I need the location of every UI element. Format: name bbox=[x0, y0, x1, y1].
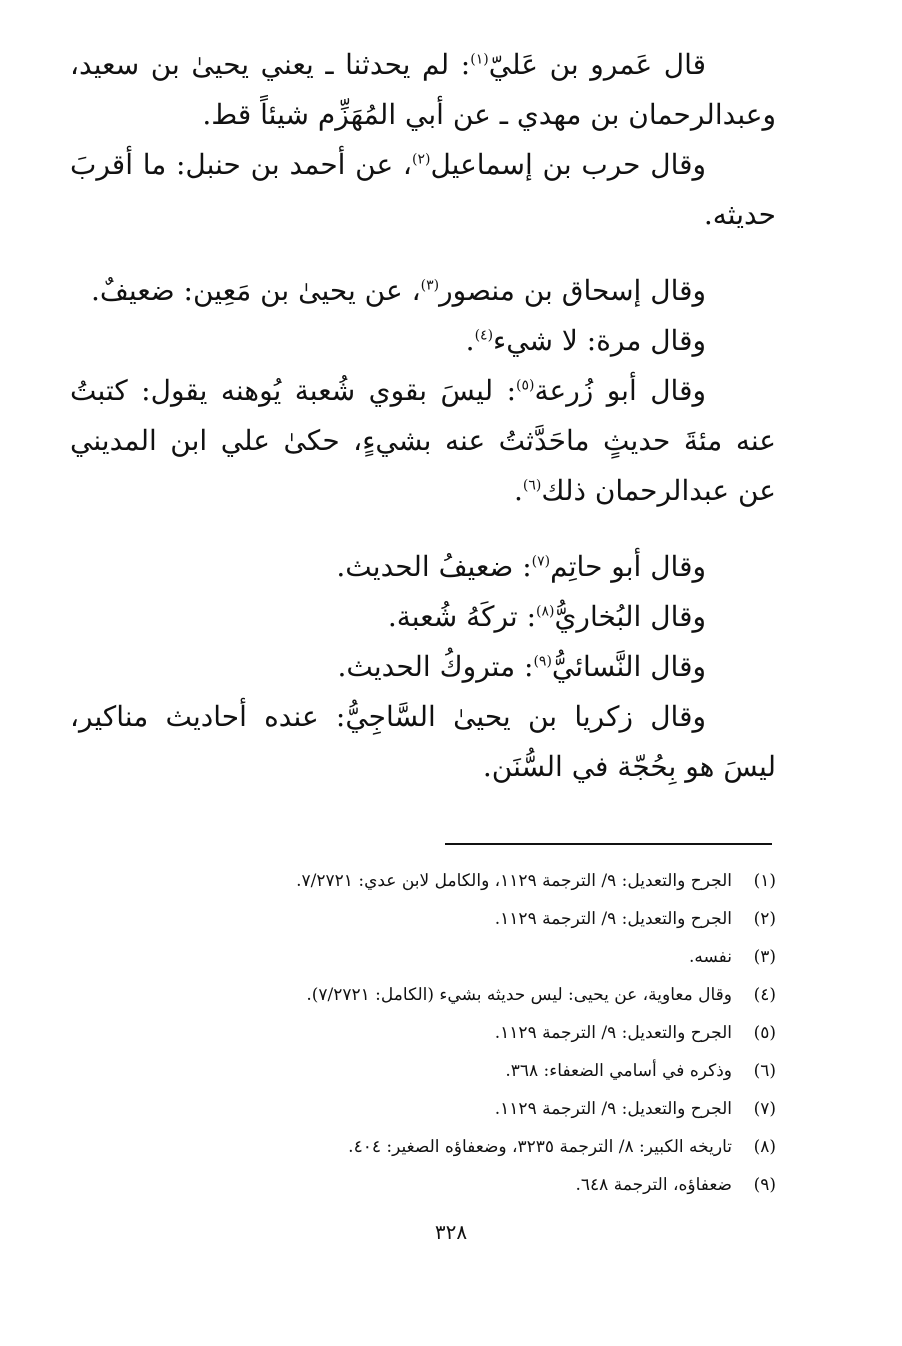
paragraph-saji bbox=[70, 692, 776, 792]
footnote-ref-3[interactable]: (٣) bbox=[420, 277, 440, 294]
paragraph-abu-hatim bbox=[70, 542, 776, 592]
paragraph-text: : ليسَ بقوي شُعبة يُوهنه يقول: كتبتُ عنه مئةَ حديثٍ ماحَدَّثتُ عنه بشيءٍ، حكىٰ علي ابن المديني عن عبدالرحمان ذلك bbox=[70, 374, 776, 507]
footnote-ref-6[interactable]: (٦) bbox=[522, 477, 542, 494]
main-text bbox=[70, 40, 776, 792]
footnote-text: الجرح والتعديل: ٩/ الترجمة ١١٢٩، والكامل لابن عدي: ٧/٢٧٢١. bbox=[296, 871, 732, 891]
paragraph-text: . bbox=[465, 324, 475, 357]
paragraph-text: . bbox=[514, 474, 523, 507]
footnote-text: وقال معاوية، عن يحيى: ليس حديثه بشيء (الكامل: ٧/٢٧٢١). bbox=[306, 985, 732, 1005]
footnote-text: الجرح والتعديل: ٩/ الترجمة ١١٢٩. bbox=[494, 1023, 732, 1043]
footnote-item bbox=[70, 938, 776, 976]
footnote-number: (١) bbox=[753, 871, 776, 891]
footnote-ref-2[interactable]: (٢) bbox=[411, 151, 431, 168]
paragraph-text: وقال حرب بن إسماعيل bbox=[430, 148, 707, 181]
paragraph-text: وقال أبو زُرعة bbox=[534, 374, 706, 407]
paragraph-text: وقال إسحاق بن منصور bbox=[439, 274, 706, 307]
paragraph-text: : لم يحدثنا ـ يعني يحيىٰ بن سعيد، وعبدالرحمان بن مهدي ـ عن أبي المُهَزِّم شيئاً قط. bbox=[70, 48, 776, 131]
footnote-text: وذكره في أسامي الضعفاء: ٣٦٨. bbox=[505, 1061, 732, 1081]
footnote-text: ضعفاؤه، الترجمة ٦٤٨. bbox=[575, 1175, 732, 1195]
paragraph-text: وقال النَّسائيُّ bbox=[551, 650, 706, 683]
footnote-number: (٥) bbox=[753, 1023, 776, 1043]
paragraph-text: وقال مرة: لا شيء bbox=[493, 324, 706, 357]
footnotes-section bbox=[70, 862, 776, 1204]
footnote-item bbox=[70, 900, 776, 938]
footnote-number: (٦) bbox=[753, 1061, 776, 1081]
footnote-ref-5[interactable]: (٥) bbox=[516, 377, 535, 394]
footnote-text: نفسه. bbox=[688, 947, 732, 967]
footnote-number: (٧) bbox=[753, 1099, 776, 1119]
footnote-number: (٩) bbox=[753, 1175, 776, 1195]
paragraph-text: ، عن أحمد بن حنبل: ما أقربَ حديثه. bbox=[70, 148, 776, 231]
footnote-number: (٣) bbox=[753, 947, 776, 967]
paragraph-text: وقال البُخاريُّ bbox=[554, 600, 706, 633]
footnote-ref-4[interactable]: (٤) bbox=[474, 327, 494, 344]
paragraph-text: : تركَهُ شُعبة. bbox=[387, 600, 537, 633]
footnote-item bbox=[70, 1052, 776, 1090]
paragraph-bukhari bbox=[70, 592, 776, 642]
footnote-separator bbox=[445, 843, 772, 845]
paragraph-text: وقال زكريا بن يحيىٰ السَّاجِيُّ: عنده أحاديث مناكير، ليسَ هو بِحُجّة في السُّنَن. bbox=[70, 700, 776, 783]
footnote-number: (٢) bbox=[753, 909, 776, 929]
paragraph-abu-zura bbox=[70, 366, 776, 516]
footnote-ref-7[interactable]: (٧) bbox=[531, 553, 551, 570]
footnote-item bbox=[70, 976, 776, 1014]
paragraph-marra bbox=[70, 316, 776, 366]
footnote-item bbox=[70, 1128, 776, 1166]
footnote-item bbox=[70, 1166, 776, 1204]
paragraph-text: : ضعيفُ الحديث. bbox=[336, 550, 532, 583]
footnote-text: الجرح والتعديل: ٩/ الترجمة ١١٢٩. bbox=[494, 909, 732, 929]
footnote-ref-8[interactable]: (٨) bbox=[536, 603, 555, 620]
footnote-number: (٤) bbox=[753, 985, 776, 1005]
paragraph-amr bbox=[70, 40, 776, 140]
footnote-item bbox=[70, 862, 776, 900]
paragraph-nasai bbox=[70, 642, 776, 692]
paragraph-ishaq bbox=[70, 266, 776, 316]
page-number: ٣٢٨ bbox=[434, 1220, 468, 1244]
paragraph-harb bbox=[70, 140, 776, 240]
footnote-text: تاريخه الكبير: ٨/ الترجمة ٣٢٣٥، وضعفاؤه الصغير: ٤٠٤. bbox=[348, 1137, 732, 1157]
paragraph-text: وقال أبو حاتِم bbox=[550, 550, 706, 583]
paragraph-text: ، عن يحيىٰ بن مَعِين: ضعيفٌ. bbox=[91, 274, 421, 307]
footnote-number: (٨) bbox=[753, 1137, 776, 1157]
paragraph-text: : متروكُ الحديث. bbox=[337, 650, 534, 683]
footnote-item bbox=[70, 1090, 776, 1128]
footnote-ref-9[interactable]: (٩) bbox=[533, 653, 552, 670]
footnote-text: الجرح والتعديل: ٩/ الترجمة ١١٢٩. bbox=[494, 1099, 732, 1119]
footnote-item bbox=[70, 1014, 776, 1052]
footnote-ref-1[interactable]: (١) bbox=[470, 51, 489, 68]
paragraph-text: قال عَمرو بن عَليّ bbox=[488, 48, 706, 81]
